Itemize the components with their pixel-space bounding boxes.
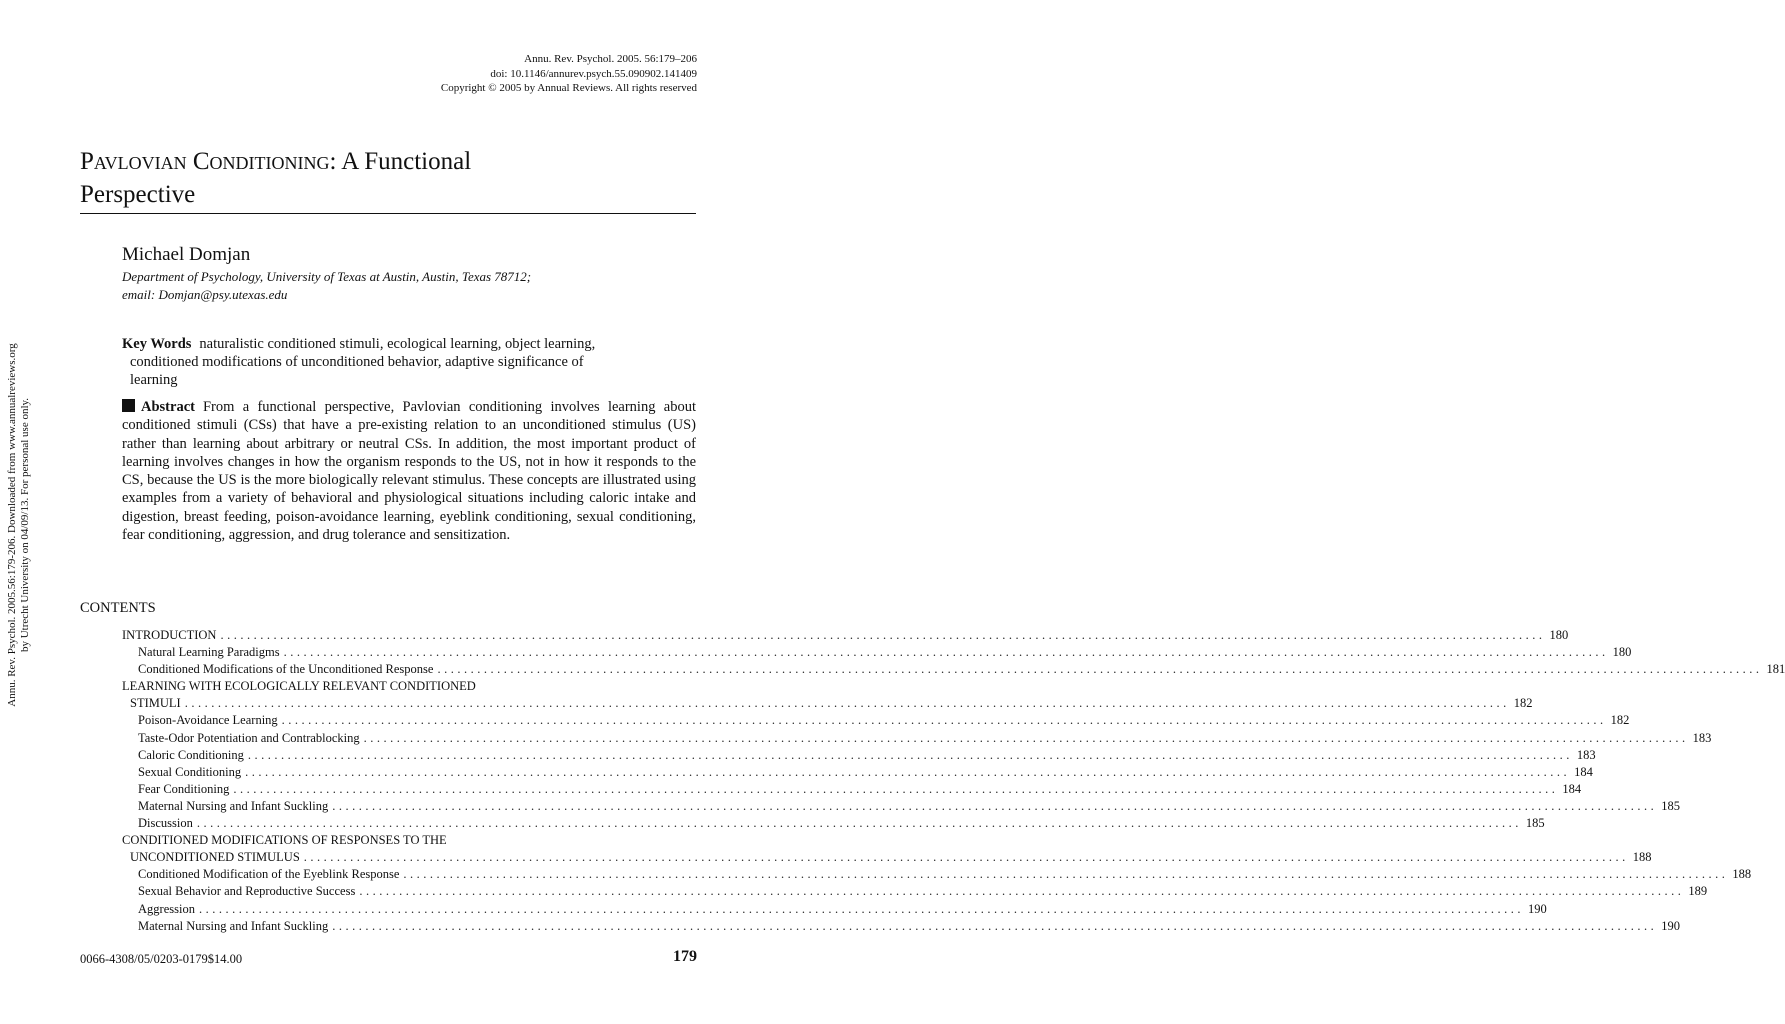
toc-entry[interactable] [122, 747, 1596, 764]
toc-entry-title: UNCONDITIONED STIMULUS [130, 850, 300, 865]
page-number: 179 [673, 948, 697, 965]
toc-entry-page: 185 [1661, 798, 1680, 813]
toc-leader-dots: ........................................................................................................................................................................................................ [198, 901, 1524, 916]
toc-entry-page: 180 [1549, 628, 1569, 642]
toc-entry[interactable] [122, 866, 1752, 883]
toc-entry-title: Discussion [138, 816, 193, 831]
keywords-line-3: learning [130, 372, 178, 388]
toc-entry-title: Caloric Conditioning [138, 747, 244, 762]
table-of-contents [122, 627, 1785, 935]
toc-entry[interactable] [122, 661, 1785, 678]
toc-entry[interactable] [122, 781, 1582, 798]
author-affiliation [122, 268, 682, 304]
toc-entry-page: 183 [1576, 747, 1596, 762]
toc-entry-title: Aggression [138, 901, 195, 916]
toc-entry-page: 185 [1525, 816, 1545, 831]
title-rest: : A Functional [329, 148, 472, 175]
toc-entry-page: 182 [1610, 713, 1630, 728]
toc-entry[interactable] [122, 678, 696, 695]
abstract-block [122, 398, 696, 544]
author-email: email: Domjan@psy.utexas.edu [122, 287, 288, 302]
square-bullet-icon [122, 399, 135, 412]
toc-entry-title: Conditioned Modifications of the Unconditioned Response [138, 662, 434, 677]
toc-entry[interactable] [122, 644, 1632, 661]
title-main: Pavlovian Conditioning [80, 148, 330, 175]
toc-leader-dots: ........................................................................................................................................................................................................ [303, 850, 1629, 865]
contents-heading: CONTENTS [80, 600, 156, 616]
toc-entry[interactable] [122, 798, 1680, 815]
toc-entry-title: STIMULI [130, 696, 181, 711]
toc-entry-page: 190 [1661, 918, 1680, 933]
toc-entry[interactable] [122, 730, 1712, 747]
toc-entry-page: 189 [1688, 884, 1708, 899]
affiliation-line: Department of Psychology, University of Texas at Austin, Austin, Texas 78712; [122, 269, 532, 284]
toc-entry-page: 188 [1632, 850, 1652, 865]
toc-entry-title: Poison-Avoidance Learning [138, 713, 278, 728]
toc-leader-dots: ........................................................................................................................................................................................................ [281, 713, 1607, 728]
toc-entry-title: Natural Learning Paradigms [138, 645, 280, 660]
toc-entry[interactable] [122, 832, 696, 849]
author-name: Michael Domjan [122, 244, 251, 265]
journal-citation: Annu. Rev. Psychol. 2005. 56:179–206 [524, 53, 697, 65]
toc-leader-dots: ........................................................................................................................................................................................................ [196, 816, 1522, 831]
toc-leader-dots: ........................................................................................................................................................................................................ [247, 747, 1573, 762]
toc-leader-dots: ........................................................................................................................................................................................................ [283, 645, 1609, 660]
toc-entry[interactable] [122, 695, 1533, 712]
toc-entry[interactable] [122, 901, 1547, 918]
toc-entry-title: Sexual Conditioning [138, 764, 242, 779]
toc-entry-title: LEARNING WITH ECOLOGICALLY RELEVANT CONDITIONED [122, 679, 476, 694]
download-notice-line-1: Annu. Rev. Psychol. 2005.56:179-206. Downloaded from www.annualreviews.org [6, 343, 18, 707]
footer-code: 0066-4308/05/0203-0179$14.00 [80, 952, 243, 966]
toc-entry-title: Maternal Nursing and Infant Suckling [138, 798, 329, 813]
toc-entry-title: CONDITIONED MODIFICATIONS OF RESPONSES TO THE [122, 833, 447, 848]
title-line-2: Perspective [80, 181, 196, 208]
toc-leader-dots: ........................................................................................................................................................................................................ [363, 730, 1689, 745]
toc-entry-page: 181 [1766, 662, 1785, 677]
toc-leader-dots: ........................................................................................................................................................................................................ [437, 662, 1763, 677]
toc-leader-dots: ........................................................................................................................................................................................................ [245, 764, 1571, 779]
toc-entry-title: INTRODUCTION [122, 628, 217, 642]
toc-leader-dots: ........................................................................................................................................................................................................ [184, 696, 1510, 711]
journal-header [317, 52, 697, 96]
toc-entry-page: 182 [1513, 696, 1533, 711]
toc-entry-page: 180 [1612, 645, 1632, 660]
toc-entry-page: 184 [1574, 764, 1593, 779]
toc-entry-title: Taste-Odor Potentiation and Contrablocking [138, 730, 360, 745]
abstract-text: From a functional perspective, Pavlovian conditioning involves learning about conditioned stimuli (CSs) that have a pre-existing relation to an unconditioned stimulus (US) rather than learning about arbitrary or neutral CSs. In addition, the most important product of learning involves changes in how the organism responds to the US, not in how it responds to the CS, because the US is the more biologically relevant stimulus. These concepts are illustrated using examples from a variety of behavioral and physiological situations including caloric intake and digestion, breast feeding, poison-avoidance learning, eyeblink conditioning, sexual conditioning, fear conditioning, aggression, and drug tolerance and sensitization. [122, 399, 696, 544]
toc-entry-page: 183 [1692, 730, 1712, 745]
toc-entry[interactable] [122, 815, 1545, 832]
toc-entry[interactable] [122, 918, 1680, 935]
keywords-block [122, 335, 696, 389]
toc-entry-title: Fear Conditioning [138, 781, 230, 796]
toc-entry-page: 184 [1562, 781, 1582, 796]
toc-leader-dots: ........................................................................................................................................................................................................ [403, 867, 1729, 882]
abstract-label: Abstract [141, 399, 195, 415]
toc-leader-dots: ........................................................................................................................................................................................................ [233, 781, 1559, 796]
toc-entry-title: Sexual Behavior and Reproductive Success [138, 884, 356, 899]
keywords-label: Key Words [122, 336, 192, 352]
title-divider [80, 213, 696, 214]
toc-entry[interactable] [122, 712, 1630, 729]
toc-entry[interactable] [122, 849, 1652, 866]
toc-leader-dots: ........................................................................................................................................................................................................ [220, 628, 1546, 642]
download-notice-line-2: by Utrecht University on 04/09/13. For personal use only. [19, 397, 31, 653]
copyright-notice: Copyright © 2005 by Annual Reviews. All rights reserved [440, 82, 697, 94]
toc-entry-page: 190 [1527, 901, 1547, 916]
download-notice [6, 290, 32, 760]
toc-leader-dots: ........................................................................................................................................................................................................ [332, 798, 1658, 813]
toc-entry-page: 188 [1732, 867, 1752, 882]
toc-leader-dots: ........................................................................................................................................................................................................ [332, 918, 1658, 933]
keywords-line-1: naturalistic conditioned stimuli, ecological learning, object learning, [199, 336, 596, 352]
toc-entry[interactable] [122, 627, 1569, 644]
toc-entry-title: Conditioned Modification of the Eyeblink Response [138, 867, 400, 882]
toc-leader-dots: ........................................................................................................................................................................................................ [359, 884, 1685, 899]
keywords-line-2: conditioned modifications of unconditioned behavior, adaptive significance of [130, 354, 584, 370]
toc-entry[interactable] [122, 883, 1708, 900]
toc-entry-title: Maternal Nursing and Infant Suckling [138, 918, 329, 933]
doi: doi: 10.1146/annurev.psych.55.090902.141409 [490, 67, 697, 80]
article-title [80, 145, 696, 211]
toc-entry[interactable] [122, 764, 1593, 781]
